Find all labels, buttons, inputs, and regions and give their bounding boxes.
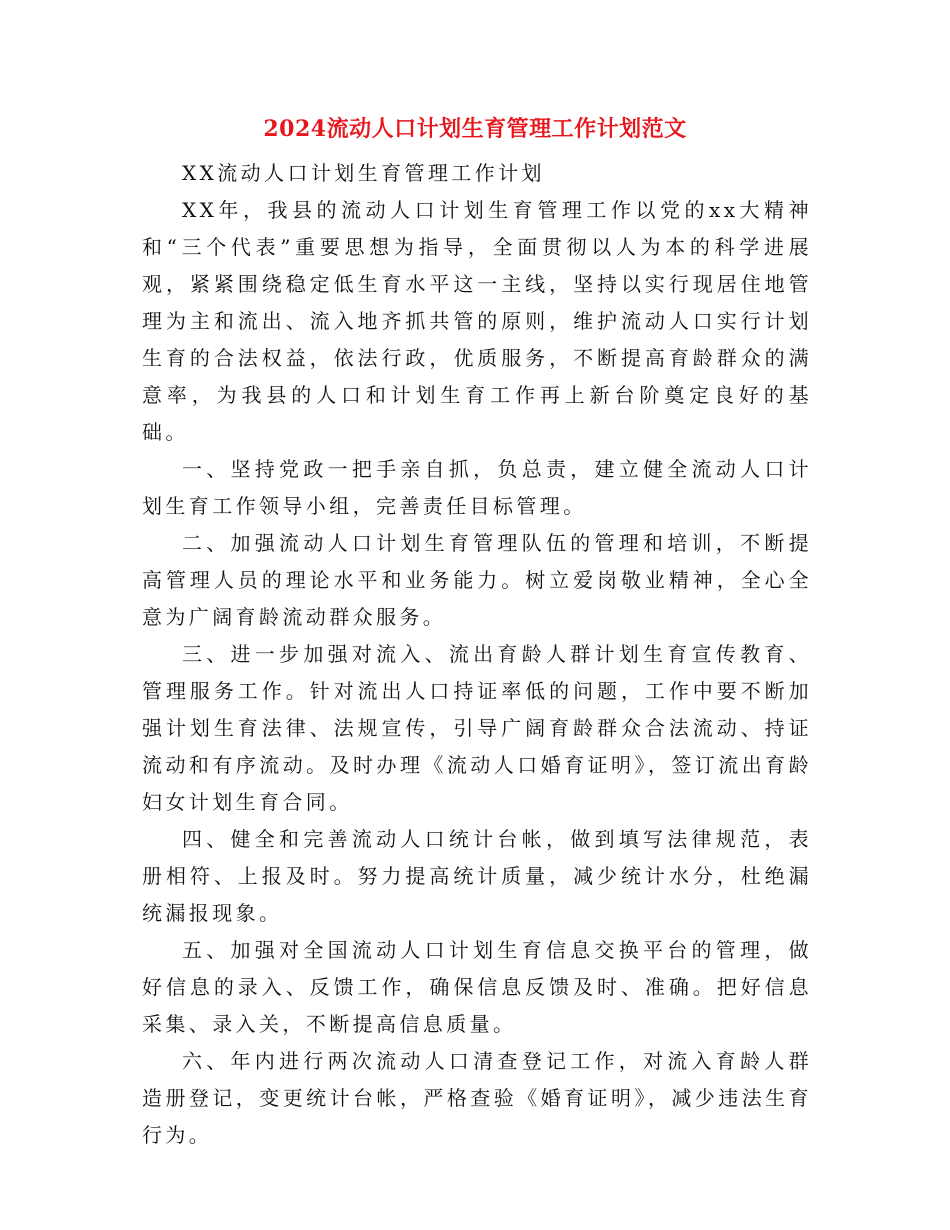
- paragraph-item-2: 二、加强流动人口计划生育管理队伍的管理和培训，不断提高管理人员的理论水平和业务能力。树立爱岗敬业精神，全心全意为广阔育龄流动群众服务。: [142, 531, 812, 629]
- paragraph-item-5: 五、加强对全国流动人口计划生育信息交换平台的管理，做好信息的录入、反馈工作，确保信息反馈及时、准确。把好信息采集、录入关，不断提高信息质量。: [142, 938, 812, 1036]
- paragraph-item-6: 六、年内进行两次流动人口清查登记工作，对流入育龄人群造册登记，变更统计台帐，严格查验《婚育证明》，减少违法生育行为。: [142, 1049, 812, 1147]
- paragraph-intro: XX年，我县的流动人口计划生育管理工作以党的xx大精神和“三个代表”重要思想为指导，全面贯彻以人为本的科学进展观，紧紧围绕稳定低生育水平这一主线，坚持以实行现居住地管理为主和流出、流入地齐抓共管的原则，维护流动人口实行计划生育的合法权益，依法行政，优质服务，不断提高育龄群众的满意率，为我县的人口和计划生育工作再上新台阶奠定良好的基础。: [142, 198, 812, 444]
- document-title: 2024流动人口计划生育管理工作计划范文: [263, 116, 687, 142]
- paragraph-subtitle: XX流动人口计划生育管理工作计划: [182, 161, 545, 185]
- paragraph-item-4: 四、健全和完善流动人口统计台帐，做到填写法律规范，表册相符、上报及时。努力提高统计质量，减少统计水分，杜绝漏统漏报现象。: [142, 827, 812, 925]
- paragraph-item-3: 三、进一步加强对流入、流出育龄人群计划生育宣传教育、管理服务工作。针对流出人口持证率低的问题，工作中要不断加强计划生育法律、法规宣传，引导广阔育龄群众合法流动、持证流动和有序流动。及时办理《流动人口婚育证明》，签订流出育龄妇女计划生育合同。: [142, 642, 812, 814]
- document-body: [142, 155, 812, 1154]
- paragraph-item-1: 一、坚持党政一把手亲自抓，负总责，建立健全流动人口计划生育工作领导小组，完善责任目标管理。: [142, 457, 812, 518]
